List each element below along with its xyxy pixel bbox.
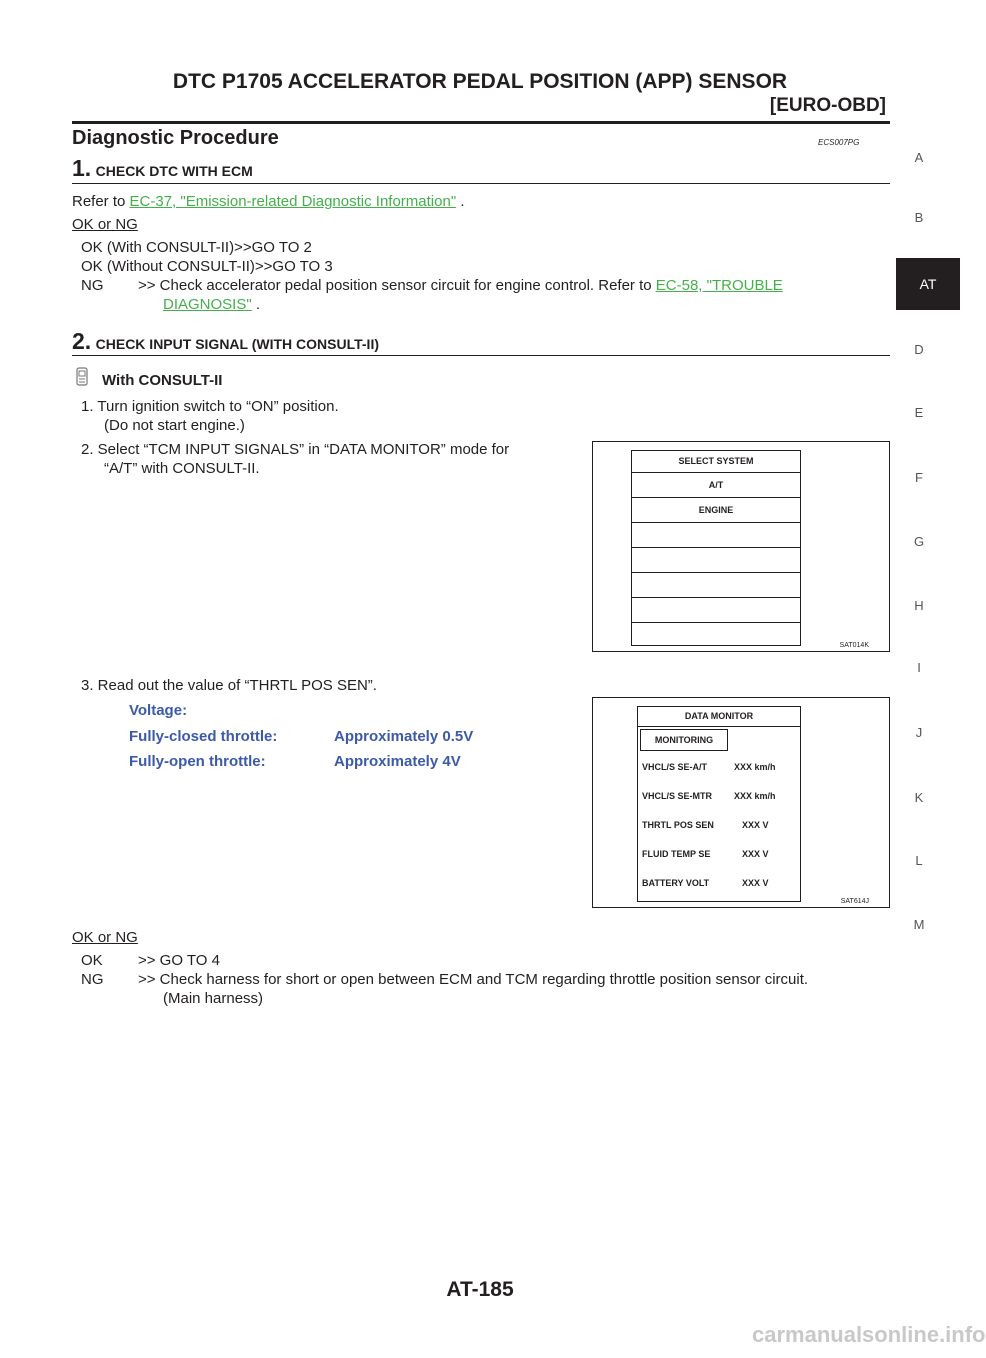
refer-prefix: Refer to [72, 193, 126, 210]
system-option-empty [632, 523, 800, 548]
side-nav-letter[interactable]: B [914, 210, 924, 225]
step-rule [72, 355, 890, 356]
step-number: 1. [72, 155, 92, 181]
watermark: carmanualsonline.info [752, 1322, 986, 1347]
voltage-label: Voltage: [129, 702, 188, 719]
monitor-item-name: VHCL/S SE-A/T [642, 762, 708, 772]
side-nav-letter[interactable]: I [917, 660, 921, 675]
select-system-figure [592, 441, 890, 652]
step-title: CHECK DTC WITH ECM [95, 163, 253, 179]
side-nav-letter[interactable]: K [914, 790, 924, 805]
system-option-empty [632, 573, 800, 598]
side-nav-letter[interactable]: E [914, 405, 924, 420]
monitoring-label: MONITORING [640, 729, 728, 751]
instruction-2-cont: “A/T” with CONSULT-II. [104, 460, 260, 477]
data-monitor-figure [592, 697, 890, 908]
monitor-item-value: XXX V [742, 820, 769, 830]
closed-throttle-value: Approximately 0.5V [334, 728, 474, 745]
result-ok-text: >> GO TO 4 [138, 952, 220, 969]
side-nav-letter[interactable]: F [915, 470, 923, 485]
refer-line [72, 192, 465, 211]
figure-id: SAT614J [840, 898, 869, 905]
header-rule [72, 121, 890, 124]
page-header-subtitle: [EURO-OBD] [769, 95, 886, 116]
trouble-diagnosis-link[interactable]: EC-58, "TROUBLE [655, 277, 783, 294]
open-throttle-label: Fully-open throttle: [129, 753, 266, 770]
instruction-1-note: (Do not start engine.) [104, 417, 245, 434]
monitor-item-value: XXX V [742, 878, 769, 888]
result-ng-line-2 [163, 295, 260, 314]
data-monitor-header: DATA MONITOR [638, 707, 800, 727]
result-ng-label: NG [81, 971, 104, 988]
data-monitor-screen [637, 706, 801, 902]
result-ng-text-cont: (Main harness) [163, 990, 264, 1007]
monitor-item-name: THRTL POS SEN [642, 820, 714, 830]
step-title: CHECK INPUT SIGNAL (WITH CONSULT-II) [95, 336, 379, 352]
system-option-empty [632, 548, 800, 573]
instruction-1: 1. Turn ignition switch to “ON” position. [81, 398, 339, 415]
result-ng-text: >> Check harness for short or open between ECM and TCM regarding throttle position sensor circuit. [138, 971, 809, 988]
instruction-3: 3. Read out the value of “THRTL POS SEN”. [81, 677, 377, 694]
side-nav-letter[interactable]: J [915, 725, 923, 740]
consult-tool-icon [72, 367, 92, 387]
result-ng-label: NG [81, 277, 104, 294]
monitor-item-value: XXX km/h [734, 762, 776, 772]
side-nav-active-tab[interactable]: AT [896, 258, 960, 310]
result-ng-text: >> Check accelerator pedal position sensor circuit for engine control. Refer to [138, 277, 652, 294]
select-system-header: SELECT SYSTEM [632, 451, 800, 473]
open-throttle-value: Approximately 4V [334, 753, 461, 770]
closed-throttle-label: Fully-closed throttle: [129, 728, 278, 745]
step-1-heading [72, 155, 253, 182]
system-option-at: A/T [632, 473, 800, 498]
refer-link[interactable]: EC-37, "Emission-related Diagnostic Information" [129, 193, 457, 210]
side-nav-letter[interactable]: H [914, 598, 924, 613]
step-number: 2. [72, 328, 92, 354]
result-ok-label: OK [81, 952, 103, 969]
figure-id: SAT014K [839, 642, 869, 649]
instruction-2: 2. Select “TCM INPUT SIGNALS” in “DATA MONITOR” mode for [81, 441, 510, 458]
monitor-item-name: FLUID TEMP SE [642, 849, 711, 859]
with-consult-label: With CONSULT-II [102, 372, 223, 389]
result-ng-suffix: . [255, 296, 261, 313]
monitor-item-value: XXX V [742, 849, 769, 859]
section-title: Diagnostic Procedure [72, 127, 279, 149]
side-nav-letter[interactable]: L [915, 853, 923, 868]
side-nav-letter[interactable]: D [914, 342, 924, 357]
result-ng-line [138, 276, 890, 295]
page-number: AT-185 [446, 1278, 514, 1301]
refer-suffix: . [460, 193, 465, 210]
step-rule [72, 183, 890, 184]
side-nav-letter[interactable]: A [914, 150, 924, 165]
side-nav-letter[interactable]: G [913, 534, 925, 549]
section-code: ECS007PG [818, 138, 860, 147]
result-line: OK (With CONSULT-II)>>GO TO 2 [81, 239, 312, 256]
monitor-item-name: BATTERY VOLT [642, 878, 710, 888]
select-system-screen [631, 450, 801, 646]
ok-or-ng-label: OK or NG [72, 929, 138, 946]
system-option-empty [632, 598, 800, 623]
monitor-item-name: VHCL/S SE-MTR [642, 791, 713, 801]
step-2-heading [72, 328, 379, 355]
result-line: OK (Without CONSULT-II)>>GO TO 3 [81, 258, 333, 275]
side-nav-letter[interactable]: M [913, 917, 925, 932]
system-option-empty [632, 623, 800, 647]
ok-or-ng-label: OK or NG [72, 216, 138, 233]
page-header-title: DTC P1705 ACCELERATOR PEDAL POSITION (APP) SENSOR [172, 70, 788, 93]
system-option-engine: ENGINE [632, 498, 800, 523]
monitor-item-value: XXX km/h [734, 791, 776, 801]
trouble-diagnosis-link-cont[interactable]: DIAGNOSIS" [163, 296, 252, 313]
